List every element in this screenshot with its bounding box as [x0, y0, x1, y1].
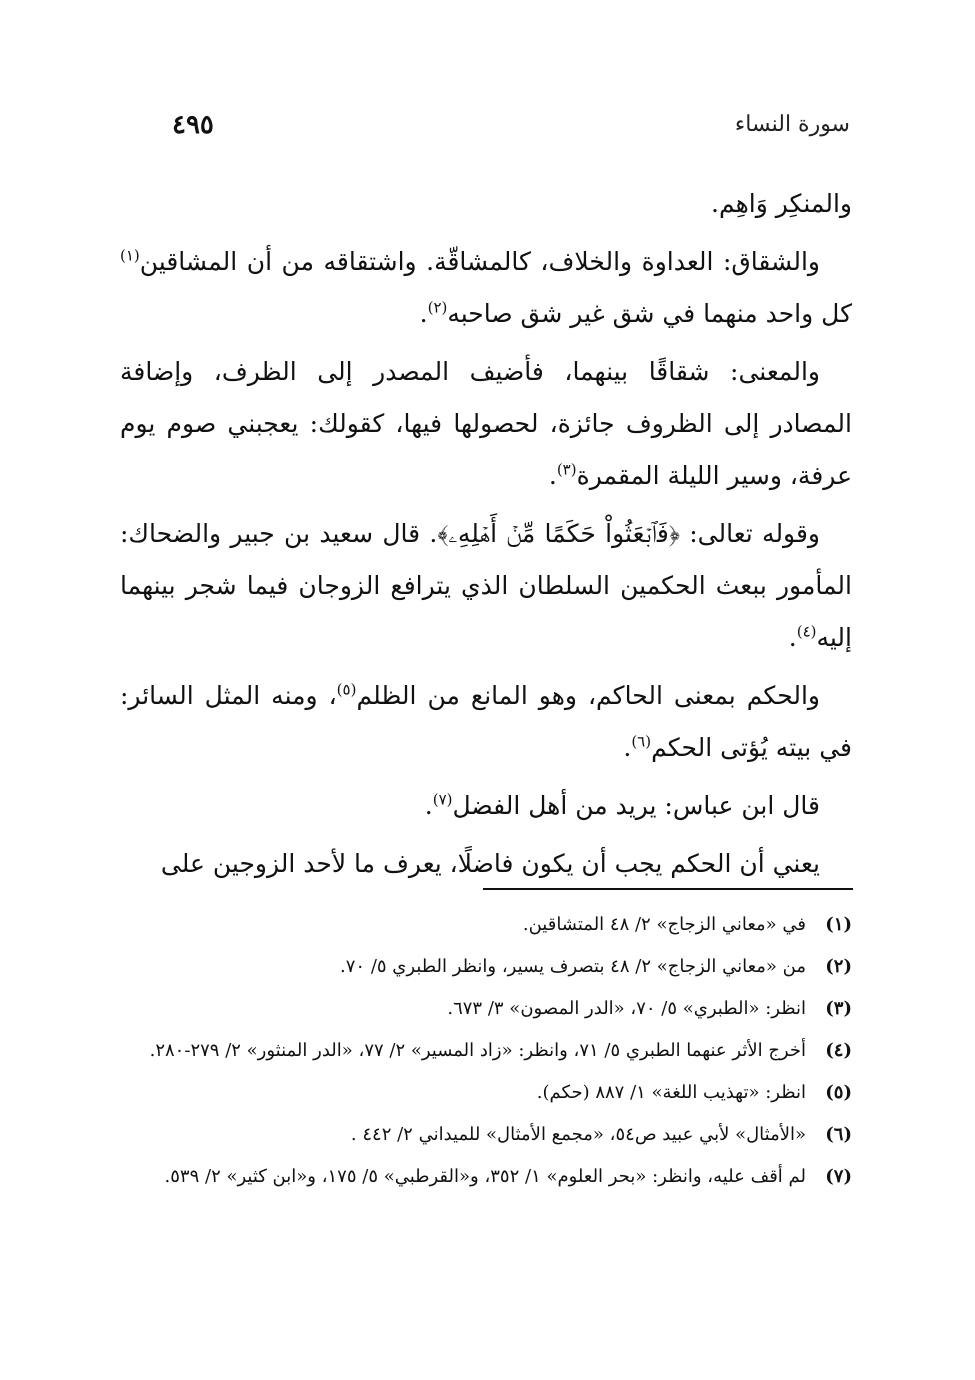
- footnote-number: (٢): [825, 956, 852, 977]
- footnote-item: [120, 1118, 852, 1152]
- footnote-item: [120, 1076, 852, 1110]
- footnote-number: (٥): [825, 1082, 852, 1103]
- footnote-number: (٦): [825, 1124, 852, 1145]
- paragraph-end: .: [548, 461, 557, 490]
- footnote-ref[interactable]: (١): [120, 246, 140, 265]
- footnote-text: لم أقف عليه، وانظر: «بحر العلوم» ١/ ٣٥٢، و«القرطبي» ٥/ ١٧٥، و«ابن كثير» ٢/ ٥٣٩.: [164, 1166, 806, 1187]
- paragraph: [120, 780, 852, 832]
- paragraph-end: .: [419, 299, 428, 328]
- footnote-item: [120, 992, 852, 1026]
- footnote-number: (٣): [825, 998, 852, 1019]
- paragraph-text: يعني أن الحكم يجب أن يكون فاضلًا، يعرف ما لأحد الزوجين على: [160, 849, 820, 878]
- paragraph-end: .: [424, 791, 433, 820]
- surah-title: سورة النساء: [734, 112, 850, 137]
- paragraph-text: والشقاق: العداوة والخلاف، كالمشاقّة. واشتقاقه من أن المشاقين: [139, 247, 820, 276]
- footnote-text: «الأمثال» لأبي عبيد ص٥٤، «مجمع الأمثال» للميداني ٢/ ٤٤٢ .: [350, 1124, 806, 1145]
- paragraph: [120, 178, 852, 230]
- footnote-text: في «معاني الزجاج» ٢/ ٤٨ المتشاقين.: [522, 914, 806, 935]
- footnote-text: من «معاني الزجاج» ٢/ ٤٨ بتصرف يسير، وانظر الطبري ٥/ ٧٠.: [340, 956, 806, 977]
- footnote-item: [120, 908, 852, 942]
- footnote-ref[interactable]: (٧): [432, 790, 453, 809]
- paragraph-end: .: [623, 733, 632, 762]
- paragraph-text: كل واحد منهما في شق غير شق صاحبه: [447, 299, 852, 328]
- footnote-ref[interactable]: (٢): [427, 298, 448, 317]
- footnote-item: [120, 1034, 852, 1068]
- main-text: [120, 178, 852, 896]
- paragraph-end: .: [788, 623, 797, 652]
- page-header: [120, 112, 850, 152]
- footnote-separator: [483, 888, 853, 890]
- footnote-ref[interactable]: (٦): [631, 732, 652, 751]
- footnote-text: انظر: «تهذيب اللغة» ١/ ٨٨٧ (حكم).: [536, 1082, 806, 1103]
- footnote-item: [120, 1160, 852, 1194]
- paragraph-text: والحكم بمعنى الحاكم، وهو المانع من الظلم: [356, 681, 820, 710]
- footnote-text: أخرج الأثر عنهما الطبري ٥/ ٧١، وانظر: «زاد المسير» ٢/ ٧٧، «الدر المنثور» ٢/ ٢٧٩-٢٨٠.: [149, 1040, 806, 1061]
- paragraph: [120, 508, 852, 664]
- paragraph-text: والمعنى: شقاقًا بينهما، فأضيف المصدر إلى الظرف، وإضافة المصادر إلى الظروف جائزة، لحصولها فيها، كقولك: يعجبني صوم يوم عرفة، وسير الليلة المقمرة: [120, 357, 852, 490]
- footnote-number: (٧): [825, 1166, 852, 1187]
- paragraph: [120, 346, 852, 502]
- footnote-text: انظر: «الطبري» ٥/ ٧٠، «الدر المصون» ٣/ ٦٧٣.: [447, 998, 806, 1019]
- footnote-ref[interactable]: (٤): [796, 622, 817, 641]
- footnotes: [120, 908, 852, 1202]
- paragraph: [120, 236, 852, 340]
- footnote-number: (١): [825, 914, 852, 935]
- paragraph: [120, 670, 852, 774]
- page-number: ٤٩٥: [172, 110, 214, 140]
- footnote-number: (٤): [825, 1040, 852, 1061]
- paragraph-text: قال ابن عباس: يريد من أهل الفضل: [452, 791, 820, 820]
- footnote-item: [120, 950, 852, 984]
- paragraph-text: وقوله تعالى: ﴿فَٱبۡعَثُواْ حَكَمًا مِّنۡ أَهۡلِهِۦ﴾. قال سعيد بن جبير والضحاك: المأمور ببعث الحكمين السلطان الذي يترافع الزوجان فيما شجر بينهما إليه: [120, 519, 852, 652]
- footnote-ref[interactable]: (٣): [556, 460, 577, 479]
- paragraph-text: ، ومنه المثل السائر: في بيته يُؤتى الحكم: [120, 681, 852, 762]
- paragraph: [120, 838, 852, 890]
- paragraph-text: والمنكِر وَاهِم.: [711, 189, 852, 218]
- footnote-ref[interactable]: (٥): [336, 680, 357, 699]
